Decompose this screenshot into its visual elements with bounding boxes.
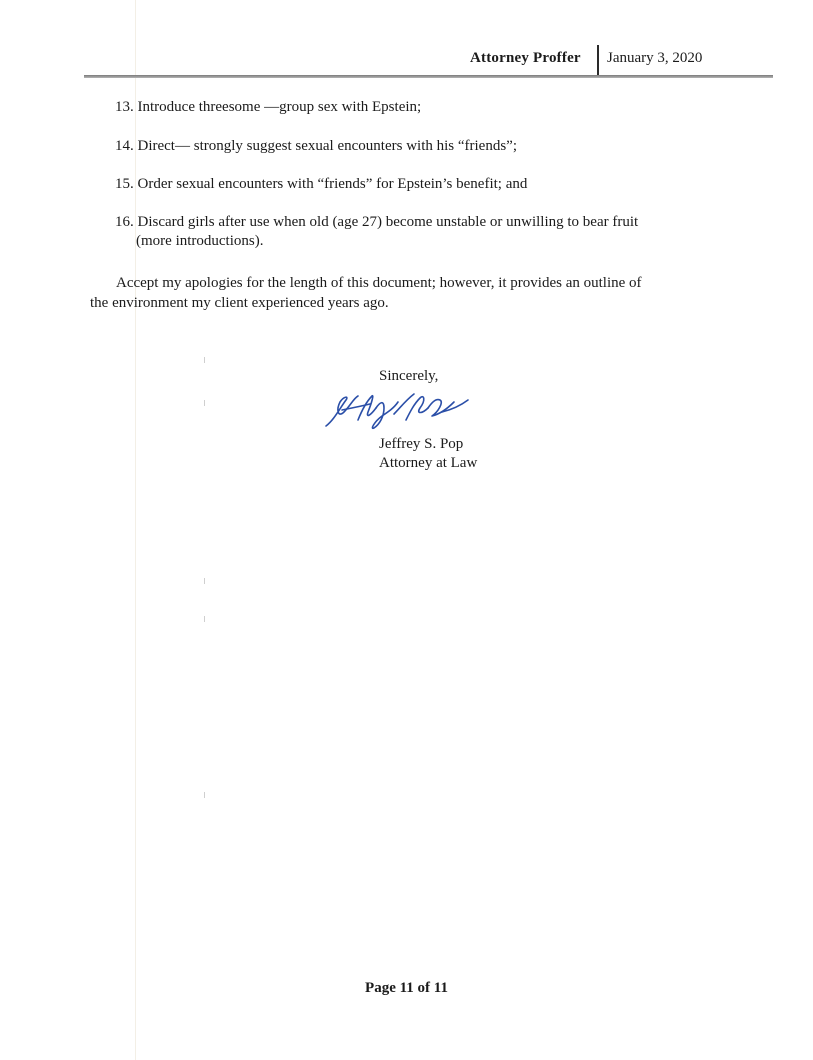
closing-line: Accept my apologies for the length of this document; however, it provides an outline of	[116, 275, 642, 291]
scan-artifact	[204, 578, 205, 584]
page-number: Page 11 of 11	[365, 980, 448, 996]
list-item-number: 14.	[115, 138, 134, 154]
list-item-text: Discard girls after use when old (age 27) become unstable or unwilling to bear fruit	[137, 214, 639, 230]
list-item-number: 15.	[115, 176, 134, 192]
list-item	[115, 175, 715, 194]
list-item	[115, 213, 715, 251]
list-item-continuation: (more introductions).	[136, 233, 264, 249]
header-rule	[84, 75, 773, 78]
salutation: Sincerely,	[379, 368, 439, 384]
list-item-text: Order sexual encounters with “friends” for Epstein’s benefit; and	[137, 176, 528, 192]
scan-artifact	[135, 0, 136, 1060]
header-title: Attorney Proffer	[470, 50, 581, 66]
list-item-number: 16.	[115, 214, 134, 230]
list-item-text: Introduce threesome —group sex with Epstein;	[137, 99, 422, 115]
header-divider	[597, 45, 599, 76]
scan-artifact	[204, 400, 205, 406]
list-item	[115, 98, 715, 117]
closing-paragraph	[90, 273, 715, 313]
scan-artifact	[204, 357, 205, 363]
header-date: January 3, 2020	[607, 50, 703, 66]
handwritten-signature-icon	[322, 390, 472, 432]
signer-name: Jeffrey S. Pop	[379, 436, 464, 452]
list-item	[115, 137, 715, 156]
list-item-number: 13.	[115, 99, 134, 115]
scan-artifact	[204, 616, 205, 622]
closing-line: the environment my client experienced years ago.	[90, 295, 389, 311]
scan-artifact	[204, 792, 205, 798]
list-item-text: Direct— strongly suggest sexual encounters with his “friends”;	[137, 138, 517, 154]
signer-title: Attorney at Law	[379, 455, 478, 471]
